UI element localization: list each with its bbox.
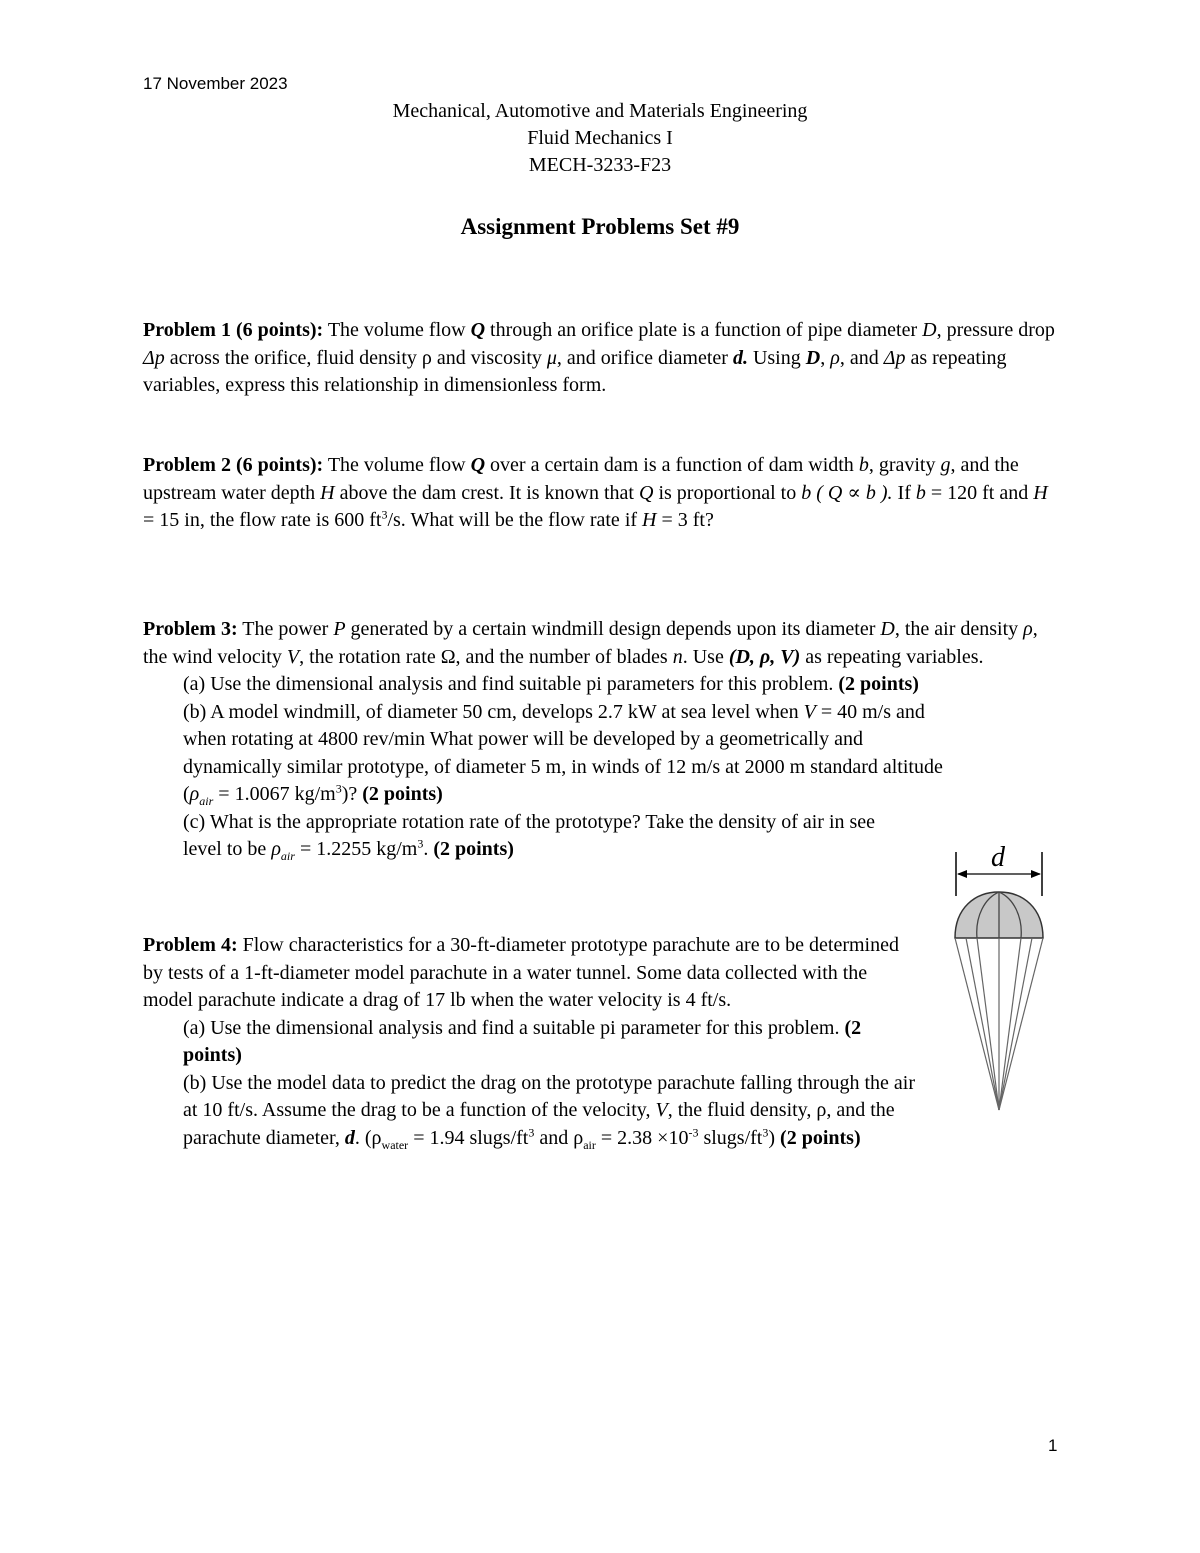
text: (a) Use the dimensional analysis and find suitable pi parameters for this problem. xyxy=(183,673,839,695)
page-number: 1 xyxy=(1048,1436,1058,1455)
course-name: Fluid Mechanics I xyxy=(527,127,673,149)
text: = 1.94 slugs/ft xyxy=(408,1126,529,1149)
text: is proportional to xyxy=(653,481,802,504)
problem-2 xyxy=(143,452,1063,535)
problem-4-label: Problem 4: xyxy=(143,934,238,956)
problem-3a xyxy=(143,671,1063,699)
assignment-title: Assignment Problems Set #9 xyxy=(460,214,740,239)
superscript: 3 xyxy=(381,507,388,522)
var-rho: ρ xyxy=(271,838,281,860)
var-d: D xyxy=(880,618,895,640)
problem-2-label: Problem 2 (6 points): xyxy=(143,454,324,476)
var-h: H xyxy=(642,509,657,531)
text: , the air density xyxy=(894,618,1024,640)
problem-3c xyxy=(143,809,913,864)
text: (b) Use the model data to predict the drag on the prototype parachute falling through the air at 10 ft/s. Assume the drag to be a function of the velocity, xyxy=(183,1071,915,1121)
var-d: D xyxy=(922,319,937,341)
text: If xyxy=(892,481,916,504)
text: . Use xyxy=(682,645,729,668)
var-g: g xyxy=(940,454,951,476)
problem-3b xyxy=(143,699,943,809)
text: across the orifice, fluid density ρ and viscosity xyxy=(164,346,547,369)
text: . xyxy=(423,838,434,860)
var-rho: ρ xyxy=(830,346,840,369)
text: generated by a certain windmill design depends upon its diameter xyxy=(345,618,881,640)
problem-3 xyxy=(143,616,1063,864)
superscript: 3 xyxy=(335,781,342,796)
var-dp: Δp xyxy=(883,346,906,369)
suspension-lines xyxy=(955,938,1043,1110)
subscript: water xyxy=(381,1137,409,1152)
text: . (ρ xyxy=(354,1126,382,1149)
problem-4a xyxy=(143,1015,913,1070)
points-badge: (2 points) xyxy=(183,1016,862,1066)
text: = 120 ft and xyxy=(925,481,1034,504)
text: /s. What will be the flow rate if xyxy=(387,509,643,531)
var-small-d: d xyxy=(344,1126,355,1149)
text: and ρ xyxy=(534,1126,584,1149)
superscript: 3 xyxy=(528,1124,535,1139)
proportionality: b ( Q ∝ b ). xyxy=(801,481,893,504)
text: = 1.0067 kg/m xyxy=(213,783,336,805)
points-badge: (2 points) xyxy=(780,1126,861,1149)
text: = 3 ft? xyxy=(656,509,714,531)
var-q: Q xyxy=(470,319,486,341)
var-v: V xyxy=(286,645,300,668)
superscript: 3 xyxy=(417,836,424,851)
var-d: D xyxy=(805,346,821,369)
var-b: b xyxy=(915,481,926,504)
var-rho: ρ xyxy=(1023,618,1033,640)
text: as repeating variables. xyxy=(800,645,984,668)
parachute-figure xyxy=(948,840,1058,1120)
var-v: V xyxy=(655,1099,668,1121)
var-small-d: d. xyxy=(732,346,748,369)
text: (b) A model windmill, of diameter 50 cm, develops 2.7 kW at sea level when xyxy=(183,700,804,723)
problem-4 xyxy=(143,932,913,1152)
text: , gravity xyxy=(868,454,941,476)
problem-1-label: Problem 1 (6 points): xyxy=(143,319,324,341)
text: = 40 m/s and when rotating at 4800 rev/min What power will be developed by a geometrically and dynamically similar prototype, of diameter 5 m, in winds of 12 m/s at 2000 m standard altitude ( xyxy=(183,700,943,805)
var-h: H xyxy=(1033,481,1048,504)
text: , xyxy=(820,346,831,369)
arrow-left-icon xyxy=(957,870,967,878)
problem-4b xyxy=(143,1070,923,1153)
subscript: air xyxy=(280,849,295,863)
text: , pressure drop xyxy=(936,319,1055,341)
var-q: Q xyxy=(639,481,654,504)
text: )? xyxy=(341,783,363,805)
points-badge: (2 points) xyxy=(433,838,514,860)
text: (a) Use the dimensional analysis and find a suitable pi parameter for this problem. xyxy=(183,1016,845,1039)
diameter-label: d xyxy=(991,842,1005,873)
text: (c) What is the appropriate rotation rate of the prototype? Take the density of air in see level to be xyxy=(183,810,876,860)
text: Flow characteristics for a 30-ft-diameter prototype parachute are to be determined by tests of a 1-ft-diameter model parachute in a water tunnel. Some data collected with the model parachute indicate a drag of 17 lb when the water velocity is 4 ft/s. xyxy=(143,934,899,1011)
document-date: 17 November 2023 xyxy=(143,74,288,93)
text: The volume flow xyxy=(323,454,471,476)
department-name: Mechanical, Automotive and Materials Engineering xyxy=(392,100,808,122)
text: through an orifice plate is a function of pipe diameter xyxy=(485,319,923,341)
var-q: Q xyxy=(470,454,486,476)
superscript: 3 xyxy=(762,1124,769,1139)
text: = 2.38 ×10 xyxy=(595,1126,689,1149)
var-b: b xyxy=(858,454,869,476)
var-dp: Δp xyxy=(143,346,165,369)
text: The power xyxy=(237,618,334,640)
text: slugs/ft xyxy=(698,1126,763,1149)
problem-3-label: Problem 3: xyxy=(143,618,238,640)
text: ) xyxy=(768,1126,781,1149)
text: as repeating variables, express this relationship in dimensionless form. xyxy=(143,346,1007,396)
points-badge: (2 points) xyxy=(362,783,443,805)
var-mu: μ xyxy=(546,346,557,369)
text: , and orifice diameter xyxy=(556,346,733,369)
course-code: MECH-3233-F23 xyxy=(528,154,672,176)
text: , and xyxy=(839,346,884,369)
text: Using xyxy=(747,346,806,369)
text: , the rotation rate Ω, and the number of blades xyxy=(299,645,673,668)
var-p: P xyxy=(333,618,346,640)
text: above the dam crest. It is known that xyxy=(334,481,639,504)
text: = 15 in, the flow rate is 600 ft xyxy=(143,509,382,531)
text: = 1.2255 kg/m xyxy=(294,838,418,860)
points-badge: (2 points) xyxy=(838,673,919,695)
text: , and the upstream water depth xyxy=(143,454,1019,504)
var-rho: ρ xyxy=(189,783,200,805)
text: , the wind velocity xyxy=(143,618,1038,668)
repeating-vars: (D, ρ, V) xyxy=(728,645,801,668)
problem-1 xyxy=(143,317,1063,400)
subscript: air xyxy=(583,1137,596,1152)
text: over a certain dam is a function of dam width xyxy=(485,454,859,476)
subscript: air xyxy=(199,794,214,808)
var-n: n xyxy=(672,645,683,668)
var-h: H xyxy=(320,481,335,504)
var-v: V xyxy=(803,700,816,723)
text: The volume flow xyxy=(323,319,471,341)
arrow-right-icon xyxy=(1031,870,1041,878)
superscript: -3 xyxy=(688,1124,699,1139)
text: , the fluid density, ρ, and the parachute diameter, xyxy=(183,1099,895,1149)
